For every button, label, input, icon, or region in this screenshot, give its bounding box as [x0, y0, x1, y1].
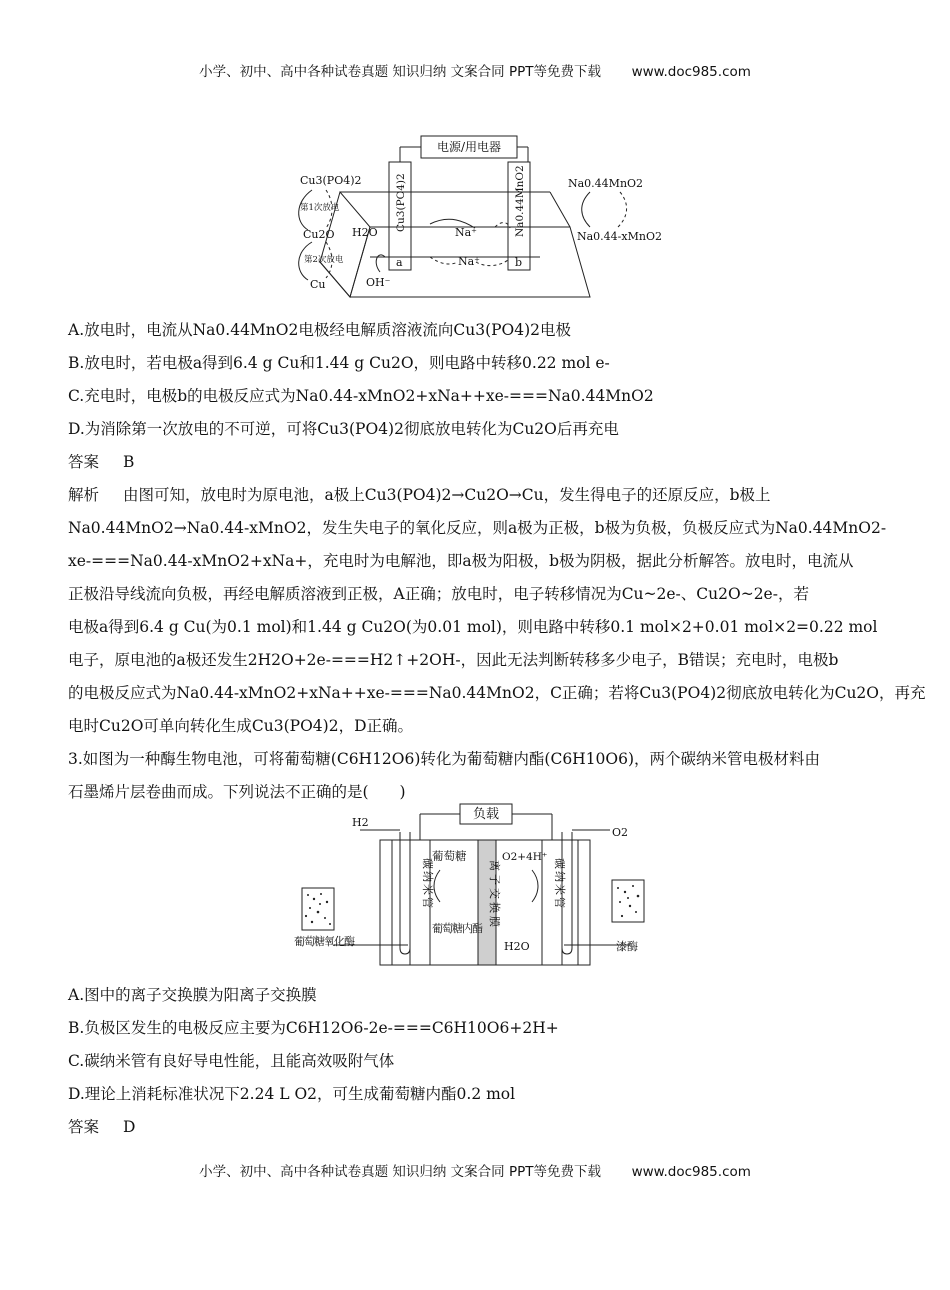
q2-option-b: B.放电时，若电极a得到6.4 g Cu和1.44 g Cu2O，则电路中转移0.22 mol e- — [68, 354, 610, 372]
battery-figure — [290, 132, 670, 307]
h2o-label: H2O — [504, 940, 530, 953]
o2-4h-label: O2+4H⁺ — [502, 851, 548, 863]
na-ion-lower: Na⁺ — [458, 255, 480, 268]
left-top-label: Cu3(PO4)2 — [300, 174, 362, 187]
q2-analysis-line: 电时Cu2O可单向转化生成Cu3(PO4)2，D正确。 — [68, 717, 413, 735]
lactone-label: 葡萄糖内酯 — [432, 922, 482, 935]
cnt-right-label: 碳纳米管 — [553, 858, 566, 910]
q2-analysis-line: 解析 由图可知，放电时为原电池，a极上Cu3(PO4)2→Cu2O→Cu，发生得电子的还原反应，b极上 — [68, 486, 771, 504]
q2-analysis-line: 的电极反应式为Na0.44-xMnO2+xNa++xe-===Na0.44MnO2，C正确；若将Cu3(PO4)2彻底放电转化为Cu2O，再充 — [68, 684, 926, 702]
footer-site-text: 小学、初中、高中各种试卷真题 知识归纳 文案合同 PPT等免费下载 — [199, 1164, 601, 1180]
q2-answer-label: 答案 — [68, 453, 100, 471]
left-mid-label: Cu2O — [303, 228, 335, 241]
q2-option-d: D.为消除第一次放电的不可逆，可将Cu3(PO4)2彻底放电转化为Cu2O后再充电 — [68, 420, 619, 438]
q3-answer — [68, 1117, 888, 1137]
first-discharge-label: 第1次放电 — [300, 203, 340, 213]
q2-analysis-label: 解析 — [68, 486, 100, 504]
second-discharge-label: 第2次放电 — [304, 255, 344, 265]
right-bottom-label: Na0.44-xMnO2 — [577, 230, 662, 243]
page-footer — [0, 1160, 950, 1180]
q3-answer-label: 答案 — [68, 1118, 100, 1136]
page-header — [0, 60, 950, 80]
q3-option-c: C.碳纳米管有良好导电性能，且能高效吸附气体 — [68, 1052, 395, 1070]
left-bottom-label: Cu — [310, 278, 326, 291]
enzyme-left-label: 葡萄糖氧化酶 — [294, 935, 354, 948]
q2-analysis-line: xe-===Na0.44-xMnO2+xNa+，充电时为电解池，即a极为阳极，b极为阴极，据此分析解答。放电时，电流从 — [68, 552, 854, 570]
enzyme-right-label: 漆酶 — [616, 940, 638, 953]
q2-answer — [68, 452, 888, 472]
q2-option-a: A.放电时，电流从Na0.44MnO2电极经电解质溶液流向Cu3(PO4)2电极 — [68, 321, 572, 339]
membrane-label: 离子交换膜 — [488, 860, 501, 930]
footer-site-url[interactable]: www.doc985.com — [631, 1164, 751, 1180]
q2-analysis-line: 电子，原电池的a极还发生2H2O+2e-===H2↑+2OH-，因此无法判断转移多少电子，B错误；充电时，电极b — [68, 651, 839, 669]
header-site-url[interactable]: www.doc985.com — [631, 64, 751, 80]
load-label: 负载 — [472, 807, 500, 822]
electrode-right-label: Na0.44MnO2 — [514, 165, 526, 237]
h2o-label: H2O — [352, 226, 378, 239]
q3-option-d: D.理论上消耗标准状况下2.24 L O2，可生成葡萄糖内酯0.2 mol — [68, 1085, 516, 1103]
q3-answer-value: D — [123, 1118, 136, 1136]
o2-label: O2 — [612, 826, 629, 839]
electrode-left-label: Cu3(PO4)2 — [395, 173, 407, 232]
q2-option-c: C.充电时，电极b的电极反应式为Na0.44-xMnO2+xNa++xe-===Na0.44MnO2 — [68, 387, 654, 405]
cnt-left-label: 碳纳米管 — [421, 858, 434, 910]
electrode-a-label: a — [396, 256, 403, 269]
electrode-b-label: b — [515, 256, 523, 269]
power-box-label: 电源/用电器 — [436, 140, 502, 154]
q3-stem: 3.如图为一种酶生物电池，可将葡萄糖(C6H12O6)转化为葡萄糖内酯(C6H10O6)，两个碳纳米管电极材料由 — [68, 750, 821, 768]
q2-analysis-line: 电极a得到6.4 g Cu(为0.1 mol)和1.44 g Cu2O(为0.01 mol)，则电路中转移0.1 mol×2+0.01 mol×2=0.22 mol — [68, 618, 878, 636]
q3-stem: 石墨烯片层卷曲而成。下列说法不正确的是( ) — [68, 783, 406, 801]
header-site-text: 小学、初中、高中各种试卷真题 知识归纳 文案合同 PPT等免费下载 — [199, 64, 601, 80]
q2-analysis-line: 正极沿导线流向负极，再经电解质溶液到正极，A正确；放电时，电子转移情况为Cu~2e-、Cu2O~2e-，若 — [68, 585, 809, 603]
glucose-label: 葡萄糖 — [432, 849, 467, 863]
na-ion-upper: Na⁺ — [455, 226, 477, 239]
oh-label: OH⁻ — [366, 276, 391, 289]
h2-label: H2 — [352, 816, 369, 829]
q3-option-b: B.负极区发生的电极反应主要为C6H12O6-2e-===C6H10O6+2H+ — [68, 1019, 559, 1037]
enzyme-cell-figure — [290, 800, 660, 970]
right-top-label: Na0.44MnO2 — [568, 177, 644, 190]
q3-option-a: A.图中的离子交换膜为阳离子交换膜 — [68, 986, 317, 1004]
q2-answer-value: B — [123, 453, 135, 471]
q2-analysis-line: Na0.44MnO2→Na0.44-xMnO2，发生失电子的氧化反应，则a极为正极，b极为负极，负极反应式为Na0.44MnO2- — [68, 519, 887, 537]
